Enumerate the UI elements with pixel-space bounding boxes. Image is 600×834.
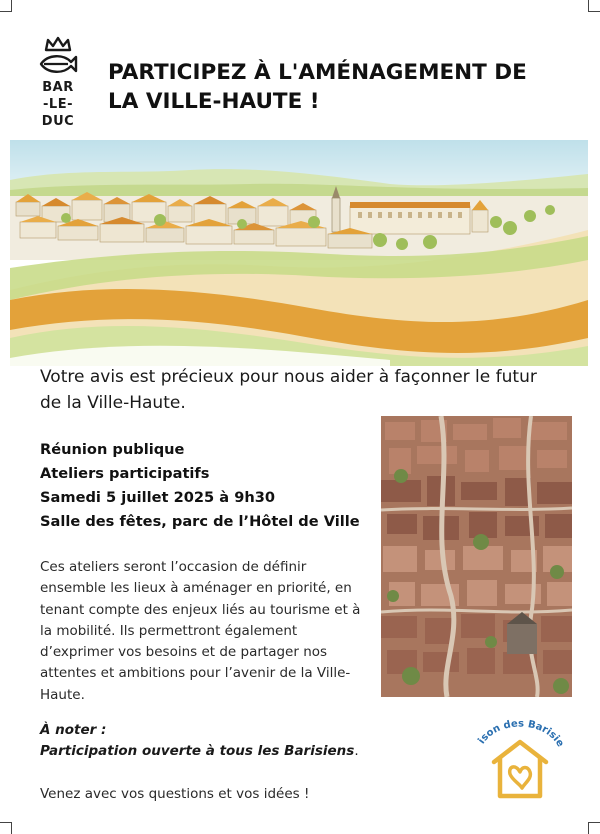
intro-text: Votre avis est précieux pour nous aider à façonner le futur de la Ville-Haute. (40, 367, 537, 413)
note-suffix: . (354, 743, 359, 759)
logo-line: BAR (42, 80, 74, 95)
event-type-2: Ateliers participatifs (40, 465, 210, 482)
event-type-1: Réunion publique (40, 441, 185, 458)
crop-mark (588, 822, 589, 834)
city-logo (30, 36, 86, 132)
note-text (40, 741, 359, 761)
crop-mark (11, 0, 12, 12)
crop-mark (588, 11, 600, 12)
maison-logo-text: ison des Barisie (476, 718, 566, 750)
aerial-town-photo (381, 416, 572, 697)
crop-mark (588, 0, 589, 12)
maison-des-barisiens-logo (472, 712, 568, 808)
logo-line: -LE- (43, 97, 73, 112)
crop-mark (11, 822, 12, 834)
event-venue: Salle des fêtes, parc de l’Hôtel de Ville (40, 513, 360, 530)
crop-mark (588, 822, 600, 823)
closing-text: Venez avec vos questions et vos idées ! (40, 786, 310, 802)
workshop-description: Ces ateliers seront l’occasion de définir ensemble les lieux à aménager en priorité, en tenant compte des enjeux liés au tourisme et à la mobilité. Ils permettront également d’exprimer vos besoins et de partager nos attentes et ambitions pour l’avenir de la Ville-Haute. (40, 559, 361, 703)
note-heading: À noter : (40, 722, 107, 738)
note-emphasis: Participation ouverte à tous les Barisiens (40, 743, 355, 759)
page-title (108, 58, 578, 116)
town-illustration-banner (10, 140, 588, 366)
event-date: Samedi 5 juillet 2025 à 9h30 (40, 489, 276, 506)
logo-line: DUC (41, 114, 75, 129)
title-line-2: LA VILLE-HAUTE ! (108, 89, 320, 114)
house-heart-icon (472, 712, 568, 808)
crowned-fish-icon (38, 36, 78, 78)
event-details (40, 438, 400, 534)
title-line-1: PARTICIPEZ À L'AMÉNAGEMENT DE (108, 60, 527, 85)
